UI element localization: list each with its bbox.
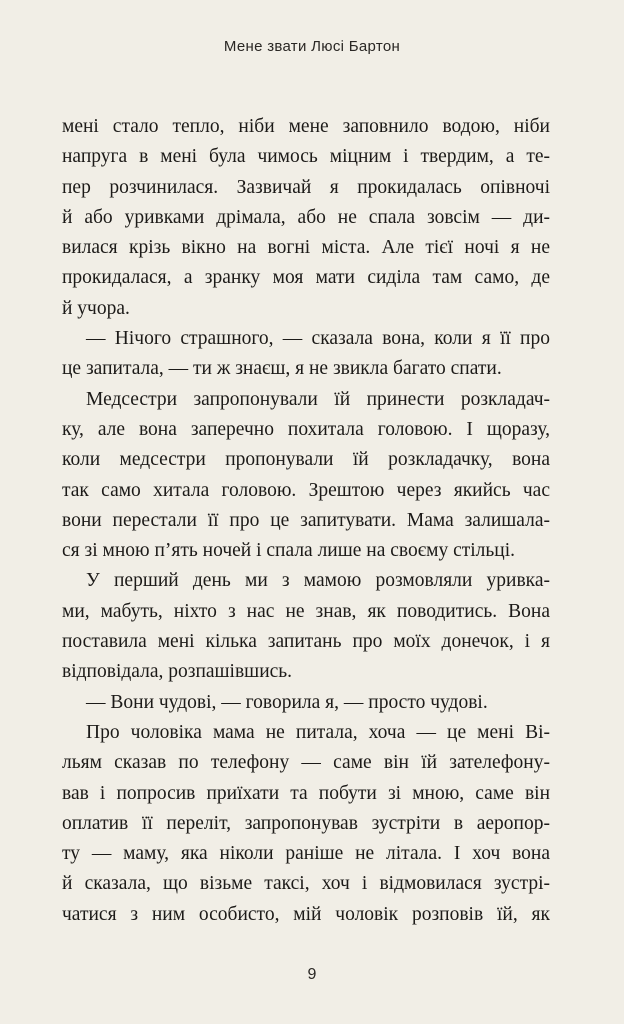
text-line: мені стало тепло, ніби мене заповнило водою, ніби (62, 116, 550, 137)
text-line: У перший день ми з мамою розмовляли уривка- (86, 570, 550, 592)
text-line: вони перестали її про це запитувати. Мама залишала- (62, 509, 550, 531)
text-line: й учора. (62, 297, 130, 319)
text-line: вав і попросив приїхати та побути зі мною, саме він (62, 782, 550, 804)
text-line: ми, мабуть, ніхто з нас не знав, як поводитись. Вона (62, 600, 550, 622)
text-line: прокидалася, а зранку моя мати сиділа там само, де (62, 267, 550, 289)
text-line: Медсестри запропонували їй принести розкладач- (86, 388, 550, 410)
text-line: Про чоловіка мама не питала, хоча — це мені Ві- (86, 721, 550, 743)
text-line: це запитала, — ти ж знаєш, я не звикла багато спати. (62, 358, 502, 380)
text-line: ся зі мною п’ять ночей і спала лише на своєму стільці. (62, 540, 516, 562)
text-line: чатися з ним особисто, мій чоловік розповів їй, як (62, 903, 550, 925)
text-line: коли медсестри пропонували їй розкладачку, вона (62, 449, 550, 471)
text-line: ку, але вона заперечно похитала головою. І щоразу, (62, 418, 550, 440)
text-line: так само хитала головою. Зрештою через якийсь час (62, 479, 550, 501)
text-line: й сказала, що візьме таксі, хоч і відмовилася зустрі- (62, 873, 550, 895)
text-line: льям сказав по телефону — саме він їй зателефону- (62, 752, 550, 774)
text-line: й або уривками дрімала, або не спала зовсім — ди- (62, 206, 550, 228)
text-line: ту — маму, яка ніколи раніше не літала. І хоч вона (62, 843, 550, 865)
text-line: напруга в мені була чимось міцним і твердим, а те- (62, 146, 550, 168)
page-number: 9 (307, 966, 317, 983)
text-line: оплатив її переліт, запропонував зустріти в аеропор- (62, 812, 550, 834)
text-line: відповідала, розпашівшись. (62, 661, 293, 683)
text-line: — Вони чудові, — говорила я, — просто чудові. (86, 691, 488, 713)
text-line: поставила мені кілька запитань про моїх донечок, і я (62, 631, 550, 653)
text-line: — Нічого страшного, — сказала вона, коли я її про (86, 328, 550, 350)
running-header: Мене звати Люсі Бартон (223, 38, 401, 55)
text-line: пер розчинилася. Зазвичай я прокидалась опівночі (62, 176, 550, 198)
body-text (62, 112, 550, 930)
text-line: вилася крізь вікно на вогні міста. Але тієї ночі я не (62, 237, 550, 259)
